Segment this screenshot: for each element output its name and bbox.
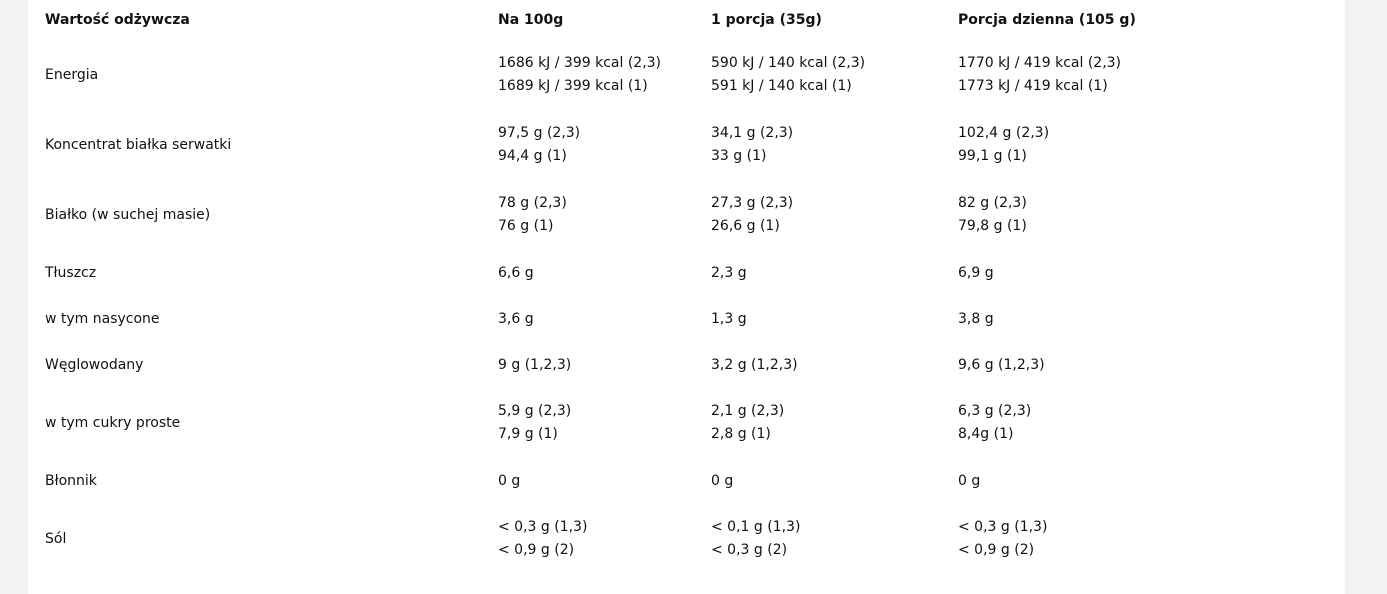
- nutrition-panel: [28, 0, 1345, 594]
- value-per-100g: 0 g: [498, 472, 521, 489]
- table-row-energy: [45, 40, 1335, 110]
- header-nutrient: Wartość odżywcza: [45, 11, 190, 28]
- value-per-portion: 3,2 g (1,2,3): [711, 356, 798, 373]
- nutrient-label: Błonnik: [45, 472, 97, 489]
- value-line: 5,9 g (2,3): [498, 403, 572, 419]
- value-line: 2,1 g (2,3): [711, 403, 785, 419]
- value-line: < 0,9 g (2): [958, 542, 1035, 558]
- value-per-100g: 3,6 g: [498, 310, 534, 327]
- nutrient-label: Koncentrat białka serwatki: [45, 136, 232, 153]
- value-daily-portion: [958, 180, 1335, 250]
- value-daily-portion: 3,8 g: [958, 310, 994, 327]
- table-row-fiber: [45, 458, 1335, 504]
- table-row-sugars: [45, 388, 1335, 458]
- table-header-row: [45, 0, 1335, 40]
- value-per-portion: [711, 388, 958, 458]
- value-daily-portion: [958, 388, 1335, 458]
- value-line: 94,4 g (1): [498, 148, 567, 164]
- nutrient-label: Białko (w suchej masie): [45, 206, 211, 223]
- value-per-portion: 2,3 g: [711, 264, 747, 281]
- value-line: 591 kJ / 140 kcal (1): [711, 78, 852, 94]
- value-per-100g: 6,6 g: [498, 264, 534, 281]
- header-per-portion: 1 porcja (35g): [711, 11, 822, 28]
- nutrient-label: Sól: [45, 530, 67, 547]
- value-line: 8,4g (1): [958, 426, 1014, 442]
- value-line: < 0,1 g (1,3): [711, 519, 801, 535]
- value-line: 1770 kJ / 419 kcal (2,3): [958, 55, 1122, 71]
- value-per-portion: 0 g: [711, 472, 734, 489]
- value-per-100g: [498, 110, 711, 180]
- value-line: 2,8 g (1): [711, 426, 771, 442]
- value-line: 7,9 g (1): [498, 426, 558, 442]
- value-line: 99,1 g (1): [958, 148, 1027, 164]
- nutrient-label: w tym cukry proste: [45, 414, 181, 431]
- value-line: < 0,9 g (2): [498, 542, 575, 558]
- table-row-fat: [45, 250, 1335, 296]
- value-per-100g: 9 g (1,2,3): [498, 356, 572, 373]
- value-line: < 0,3 g (2): [711, 542, 788, 558]
- header-daily-portion: Porcja dzienna (105 g): [958, 11, 1136, 28]
- value-daily-portion: 9,6 g (1,2,3): [958, 356, 1045, 373]
- value-line: 78 g (2,3): [498, 195, 567, 211]
- header-per-100g: Na 100g: [498, 11, 564, 28]
- table-row-carbohydrates: [45, 342, 1335, 388]
- value-line: 79,8 g (1): [958, 218, 1027, 234]
- value-line: < 0,3 g (1,3): [958, 519, 1048, 535]
- value-daily-portion: [958, 40, 1335, 110]
- value-per-portion: [711, 180, 958, 250]
- nutrient-label: Węglowodany: [45, 356, 144, 373]
- nutrient-label: w tym nasycone: [45, 310, 160, 327]
- value-line: 27,3 g (2,3): [711, 195, 794, 211]
- value-line: 1773 kJ / 419 kcal (1): [958, 78, 1108, 94]
- table-row-whey-protein-concentrate: [45, 110, 1335, 180]
- table-row-saturated-fat: [45, 296, 1335, 342]
- value-per-portion: [711, 504, 958, 574]
- value-line: 6,3 g (2,3): [958, 403, 1032, 419]
- value-line: 102,4 g (2,3): [958, 125, 1050, 141]
- value-per-100g: [498, 180, 711, 250]
- value-per-100g: [498, 40, 711, 110]
- value-per-portion: [711, 110, 958, 180]
- value-per-portion: 1,3 g: [711, 310, 747, 327]
- table-row-protein: [45, 180, 1335, 250]
- value-line: 26,6 g (1): [711, 218, 780, 234]
- value-line: 97,5 g (2,3): [498, 125, 581, 141]
- value-daily-portion: [958, 504, 1335, 574]
- value-line: 1689 kJ / 399 kcal (1): [498, 78, 648, 94]
- value-daily-portion: [958, 110, 1335, 180]
- nutrient-label: Tłuszcz: [45, 264, 97, 281]
- value-per-portion: [711, 40, 958, 110]
- table-row-salt: [45, 504, 1335, 574]
- nutrient-label: Energia: [45, 66, 99, 83]
- value-daily-portion: 0 g: [958, 472, 981, 489]
- value-line: 33 g (1): [711, 148, 767, 164]
- value-line: 76 g (1): [498, 218, 554, 234]
- value-line: 34,1 g (2,3): [711, 125, 794, 141]
- value-per-100g: [498, 388, 711, 458]
- value-daily-portion: 6,9 g: [958, 264, 994, 281]
- value-per-100g: [498, 504, 711, 574]
- nutrition-table: [45, 0, 1335, 574]
- value-line: 590 kJ / 140 kcal (2,3): [711, 55, 866, 71]
- value-line: 1686 kJ / 399 kcal (2,3): [498, 55, 662, 71]
- value-line: 82 g (2,3): [958, 195, 1027, 211]
- value-line: < 0,3 g (1,3): [498, 519, 588, 535]
